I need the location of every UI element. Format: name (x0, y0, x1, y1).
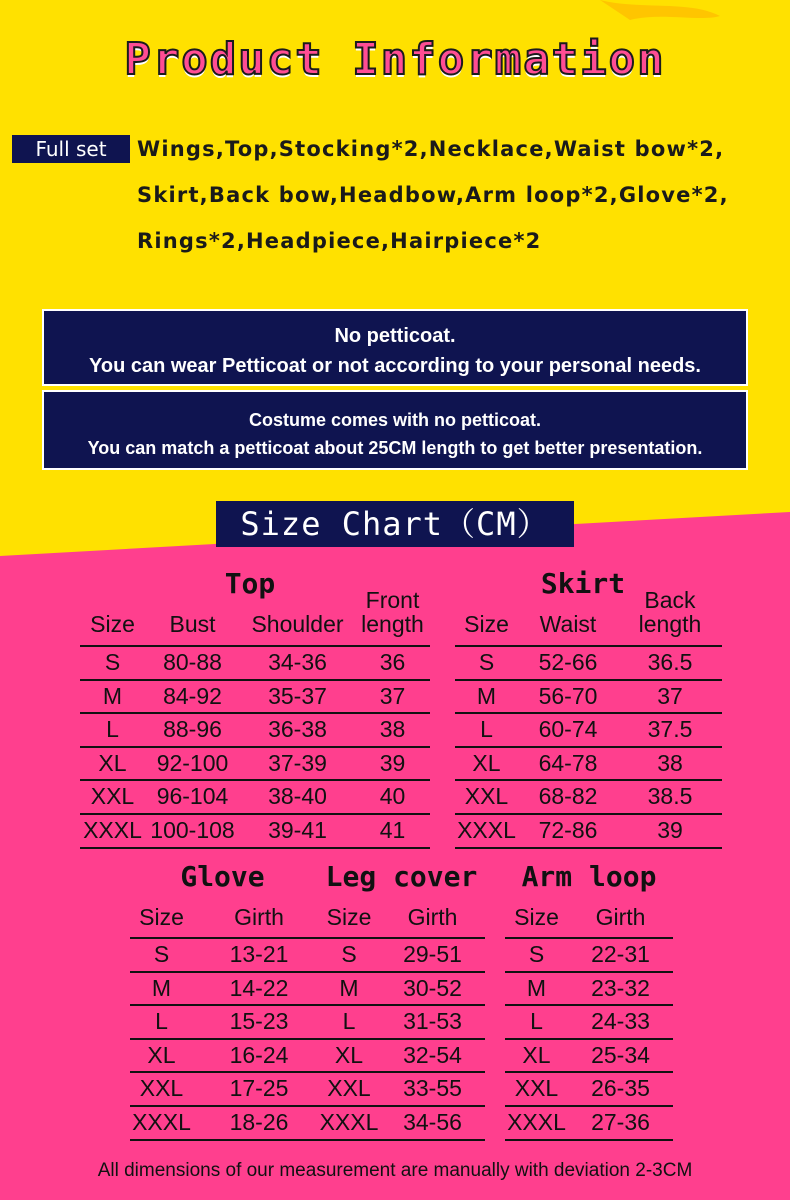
full-set-label: Full set (12, 135, 130, 163)
table-cell: XXXL (507, 1109, 566, 1135)
column-header: Bust (169, 611, 216, 637)
glove-table-title: Glove (180, 860, 265, 893)
table-cell: 41 (379, 817, 406, 843)
petticoat-notice (42, 309, 748, 386)
table-cell: 25-34 (591, 1041, 650, 1068)
table-cell: 17-25 (229, 1075, 289, 1102)
column-header: Girth (595, 904, 646, 930)
table-cell: 84-92 (163, 682, 222, 709)
table-cell: 26-35 (591, 1075, 650, 1102)
table-cell: XL (98, 749, 127, 776)
table-cell: 30-52 (403, 974, 462, 1001)
leg-cover-table-title: Leg cover (325, 860, 478, 893)
table-cell: M (476, 682, 497, 709)
table-cell: S (153, 941, 170, 967)
table-cell: 39 (379, 749, 406, 776)
table-cell: 16-24 (229, 1041, 289, 1068)
table-cell: 60-74 (538, 716, 598, 743)
column-header: Size (326, 904, 372, 930)
column-header: Girth (407, 904, 458, 930)
table-cell: 100-108 (150, 817, 235, 843)
table-cell: 38 (657, 749, 683, 776)
column-header: Front length (361, 587, 424, 637)
table-cell: 15-23 (229, 1008, 289, 1035)
full-set-line: Skirt,Back bow,Headbow,Arm loop*2,Glove*2, (137, 183, 729, 207)
column-header: Girth (234, 904, 284, 930)
table-cell: XL (147, 1041, 176, 1068)
table-cell: 96-104 (156, 783, 229, 810)
table-cell: M (339, 974, 359, 1001)
table-cell: 38.5 (647, 783, 693, 810)
table-cell: S (104, 649, 121, 675)
table-cell: S (528, 941, 545, 967)
table-cell: L (106, 716, 119, 743)
table-cell: XXL (139, 1075, 184, 1102)
size-chart-heading: Size Chart（CM） (216, 501, 574, 547)
petticoat-notice (42, 390, 748, 470)
table-cell: 31-53 (403, 1008, 462, 1035)
table-cell: 72-86 (538, 817, 598, 843)
table-cell: XXL (514, 1075, 559, 1102)
table-cell: XXXL (457, 817, 516, 843)
top-table-title: Top (224, 567, 276, 600)
table-cell: L (480, 716, 493, 743)
notice-line: You can wear Petticoat or not according to your personal needs. (89, 355, 701, 377)
table-cell: L (530, 1008, 543, 1035)
table-cell: 24-33 (591, 1008, 650, 1035)
table-cell: 56-70 (538, 682, 598, 709)
table-cell: 22-31 (591, 941, 650, 967)
table-cell: 40 (379, 783, 406, 810)
table-cell: M (151, 974, 172, 1001)
table-cell: 36-38 (268, 716, 327, 743)
table-cell: XXL (90, 783, 135, 810)
table-cell: 37 (657, 682, 683, 709)
notice-line: You can match a petticoat about 25CM length to get better presentation. (87, 438, 703, 458)
table-cell: M (526, 974, 547, 1001)
full-set-line: Rings*2,Headpiece,Hairpiece*2 (137, 229, 542, 253)
table-cell: XXXL (319, 1109, 379, 1135)
table-cell: 38 (379, 716, 406, 743)
table-cell: S (478, 649, 495, 675)
table-cell: 37-39 (268, 749, 327, 776)
table-cell: 27-36 (591, 1109, 650, 1135)
table-cell: 14-22 (229, 974, 289, 1001)
table-cell: L (155, 1008, 168, 1035)
table-cell: 23-32 (591, 974, 650, 1001)
table-cell: XXXL (83, 817, 142, 843)
table-cell: 39 (657, 817, 683, 843)
table-cell: 34-36 (268, 649, 327, 675)
full-set-line: Wings,Top,Stocking*2,Necklace,Waist bow*2, (137, 137, 725, 161)
table-cell: 36.5 (647, 649, 693, 675)
footer-note: All dimensions of our measurement are manually with deviation 2-3CM (97, 1160, 693, 1181)
table-cell: 18-26 (229, 1109, 289, 1135)
column-header: Size (139, 904, 184, 930)
table-cell: 39-41 (268, 817, 327, 843)
column-header: Waist (539, 611, 597, 637)
table-cell: XL (522, 1041, 551, 1068)
table-cell: 32-54 (403, 1041, 462, 1068)
table-cell: L (342, 1008, 356, 1035)
table-cell: 92-100 (156, 749, 229, 776)
notice-line: No petticoat. (334, 325, 456, 347)
notice-line: Costume comes with no petticoat. (248, 410, 542, 430)
column-header: Back length (638, 587, 702, 637)
table-cell: M (102, 682, 123, 709)
table-cell: S (341, 941, 357, 967)
table-cell: 13-21 (229, 941, 289, 967)
table-cell: 29-51 (403, 941, 462, 967)
table-cell: 52-66 (538, 649, 598, 675)
arm-loop-table-title: Arm loop (521, 860, 657, 893)
table-cell: 80-88 (163, 649, 222, 675)
table-cell: XXL (464, 783, 509, 810)
table-cell: 88-96 (163, 716, 222, 743)
table-cell: XXXL (132, 1109, 191, 1135)
table-cell: 33-55 (403, 1075, 462, 1102)
column-header: Size (464, 611, 509, 637)
table-cell: 36 (379, 649, 406, 675)
table-cell: 34-56 (403, 1109, 462, 1135)
table-cell: XL (472, 749, 501, 776)
column-header: Size (514, 904, 559, 930)
table-cell: 38-40 (268, 783, 327, 810)
page-title: Product Information (124, 34, 666, 85)
skirt-table-title: Skirt (540, 567, 626, 600)
table-cell: XXL (327, 1075, 371, 1102)
column-header: Shoulder (251, 611, 344, 637)
table-cell: 37.5 (647, 716, 693, 743)
table-cell: XL (334, 1041, 364, 1068)
table-cell: 64-78 (538, 749, 598, 776)
table-cell: 68-82 (538, 783, 598, 810)
table-cell: 37 (379, 682, 406, 709)
table-cell: 35-37 (268, 682, 327, 709)
column-header: Size (90, 611, 135, 637)
